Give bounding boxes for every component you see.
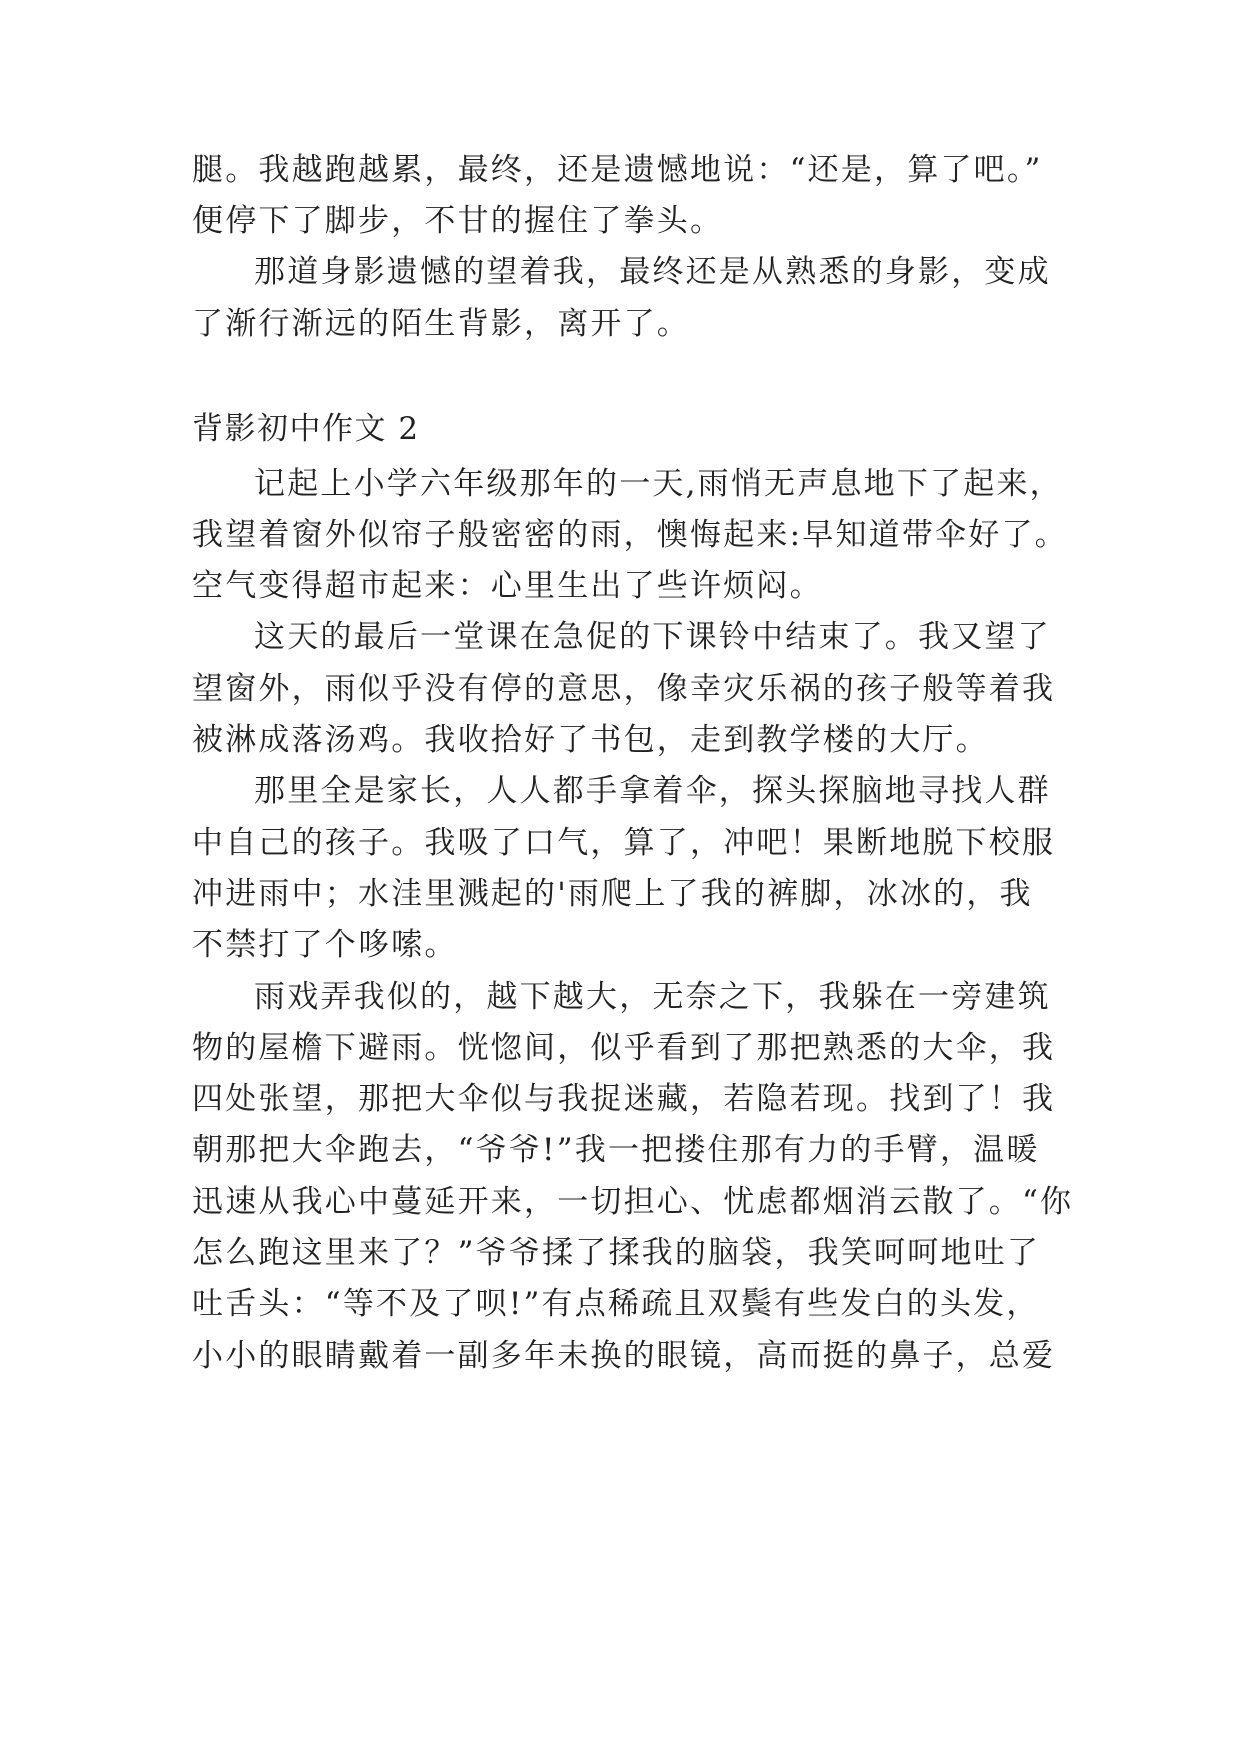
paragraph-line: 冲进雨中；水洼里溅起的'雨爬上了我的裤脚，冰冰的，我 (192, 876, 1033, 912)
paragraph-line: 这天的最后一堂课在急促的下课铃中结束了。我又望了 (254, 619, 1051, 655)
paragraph-line: 望窗外，雨似乎没有停的意思，像幸灾乐祸的孩子般等着我 (192, 671, 1056, 707)
paragraph-line: 便停下了脚步，不甘的握住了拳头。 (192, 203, 724, 239)
paragraph-line: 那道身影遗憾的望着我，最终还是从熟悉的身影，变成 (254, 254, 1051, 290)
paragraph-line: 吐舌头：“等不及了呗!”有点稀疏且双鬓有些发白的头发， (192, 1286, 1040, 1322)
paragraph-line: 我望着窗外似帘子般密密的雨，懊悔起来:早知道带伞好了。 (192, 517, 1068, 553)
paragraph-line: 空气变得超市起来：心里生出了些许烦闷。 (192, 568, 823, 604)
paragraph-line: 中自己的孩子。我吸了口气，算了，冲吧！果断地脱下校服 (192, 825, 1056, 861)
paragraph-line: 腿。我越跑越累，最终，还是遗憾地说：“还是，算了吧。” (192, 152, 1043, 188)
section-heading: 背影初中作文 2 (192, 411, 420, 447)
paragraph-line: 记起上小学六年级那年的一天,雨悄无声息地下了起来， (254, 466, 1063, 502)
paragraph-line: 雨戏弄我似的，越下越大，无奈之下，我躲在一旁建筑 (254, 979, 1051, 1015)
paragraph-line: 四处张望，那把大伞似与我捉迷藏，若隐若现。找到了！我 (192, 1081, 1056, 1117)
paragraph-line: 不禁打了个哆嗦。 (192, 927, 458, 963)
paragraph-line: 那里全是家长，人人都手拿着伞，探头探脑地寻找人群 (254, 773, 1051, 809)
paragraph-line: 朝那把大伞跑去，“爷爷!”我一把搂住那有力的手臂，温暖 (192, 1132, 1040, 1168)
paragraph-line: 物的屋檐下避雨。恍惚间，似乎看到了那把熟悉的大伞，我 (192, 1030, 1056, 1066)
paragraph-line: 了渐行渐远的陌生背影，离开了。 (192, 306, 690, 342)
paragraph-line: 被淋成落汤鸡。我收拾好了书包，走到教学楼的大厅。 (192, 722, 989, 758)
paragraph-line: 怎么跑这里来了？”爷爷揉了揉我的脑袋，我笑呵呵地吐了 (192, 1235, 1041, 1271)
paragraph-line: 迅速从我心中蔓延开来，一切担心、忧虑都烟消云散了。“你 (192, 1184, 1074, 1220)
paragraph-line: 小小的眼睛戴着一副多年未换的眼镜，高而挺的鼻子，总爱 (192, 1338, 1056, 1374)
